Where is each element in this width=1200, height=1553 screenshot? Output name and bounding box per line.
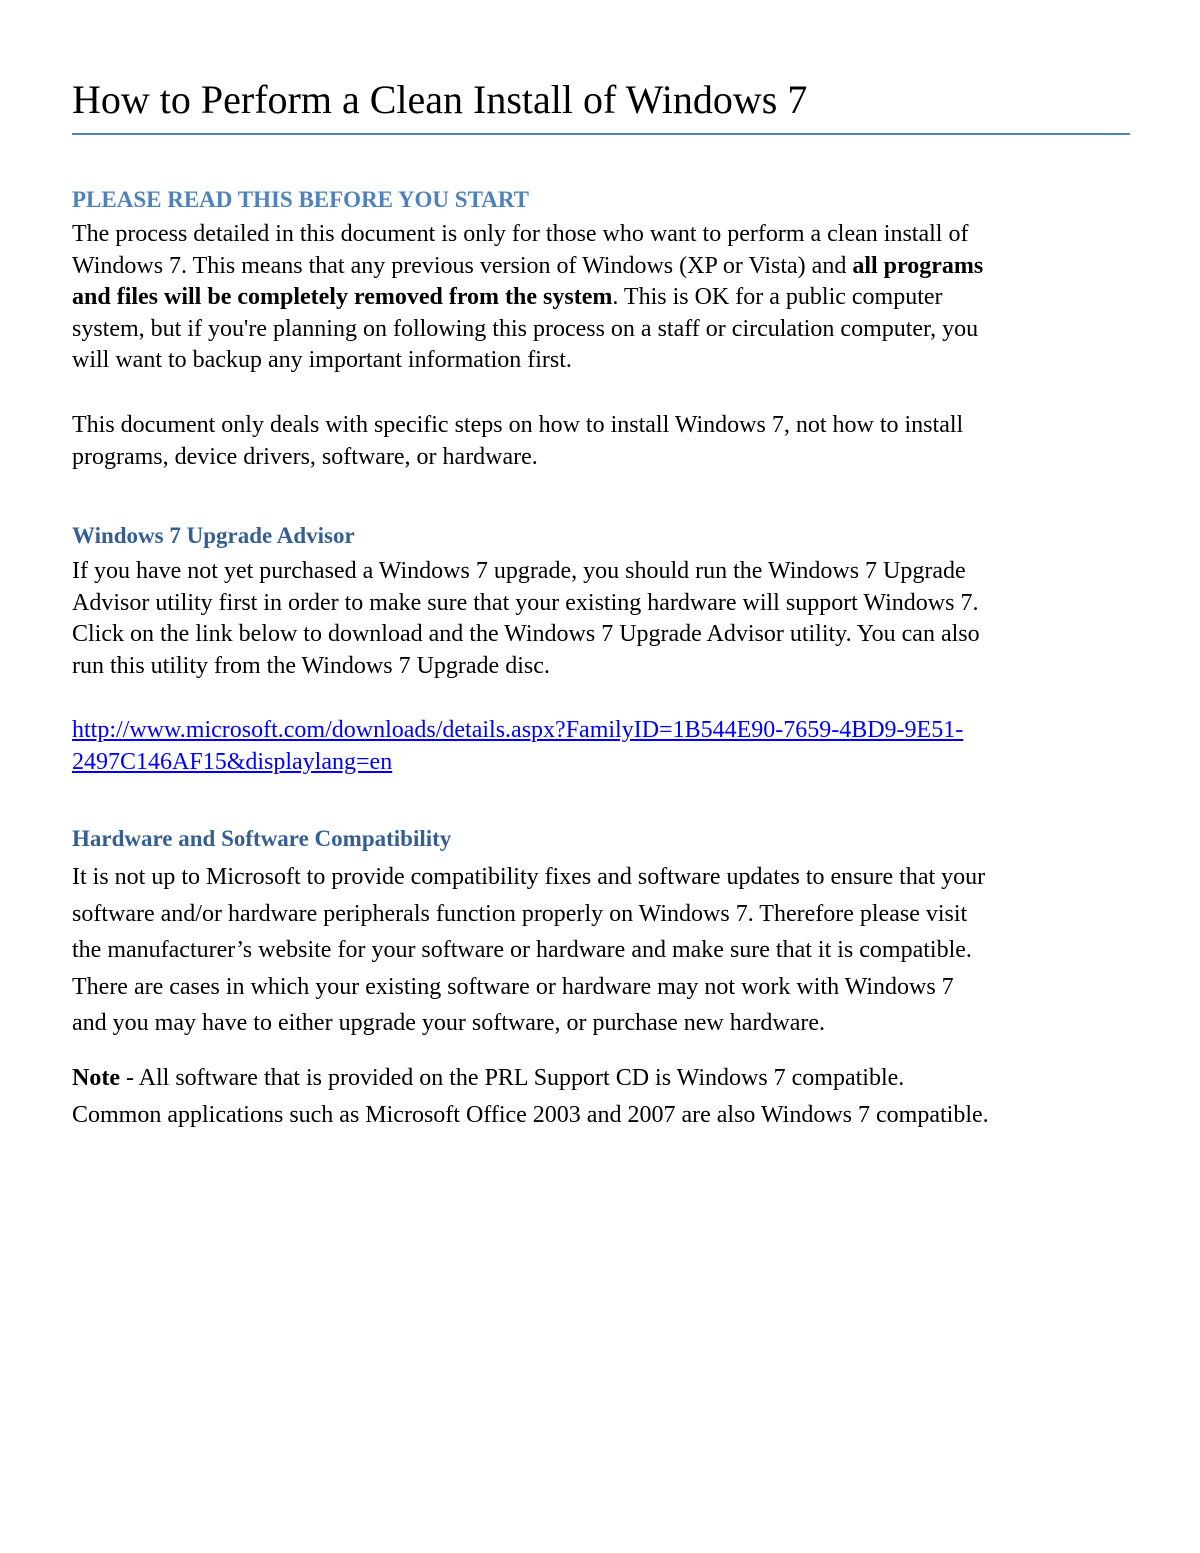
intro-heading: PLEASE READ THIS BEFORE YOU START [72,187,529,212]
intro-p1-line-3 [72,282,1132,314]
upgrade-advisor-link-block [72,715,1132,778]
intro-p1-line-1: The process detailed in this document is only for those who want to perform a clean install of [72,221,969,247]
intro-p1-line-5: will want to backup any important information first. [72,347,572,373]
note-line-1 [72,1060,1132,1097]
upgrade-advisor-paragraph [72,556,1132,682]
note-paragraph [72,1060,1132,1133]
upgrade-advisor-link-line-2[interactable]: 2497C146AF15&displaylang=en [72,748,393,775]
upgrade-advisor-link-line-1[interactable]: http://www.microsoft.com/downloads/details.aspx?FamilyID=1B544E90-7659-4BD9-9E51- [72,717,964,743]
note-line-2: Common applications such as Microsoft Office 2003 and 2007 are also Windows 7 compatible. [72,1101,989,1128]
page-title: How to Perform a Clean Install of Windows 7 [72,77,808,122]
advisor-line-1: If you have not yet purchased a Windows 7 upgrade, you should run the Windows 7 Upgrade [72,558,966,584]
compatibility-paragraph [72,859,1132,1042]
scope-paragraph [72,410,1132,473]
advisor-line-3: Click on the link below to download and the Windows 7 Upgrade Advisor utility. You can also [72,621,980,647]
title-divider [72,133,1130,135]
note-line-1-text: - All software that is provided on the PRL Support CD is Windows 7 compatible. [119,1065,905,1091]
advisor-line-4: run this utility from the Windows 7 Upgrade disc. [72,652,550,679]
intro-p1-line-3-text: . This is OK for a public computer [612,284,943,310]
intro-p1-line-4: system, but if you're planning on following this process on a staff or circulation computer, you [72,315,979,342]
upgrade-advisor-heading: Windows 7 Upgrade Advisor [72,523,355,548]
intro-p1-line-3-bold: and files will be completely removed from the system [72,284,613,310]
intro-paragraph [72,219,1132,377]
compat-line-3: the manufacturer’s website for your software or hardware and make sure that it is compatible. [72,937,972,963]
intro-p2-line-2: programs, device drivers, software, or hardware. [72,443,538,470]
compat-line-5: and you may have to either upgrade your software, or purchase new hardware. [72,1010,826,1036]
compat-line-4: There are cases in which your existing software or hardware may not work with Windows 7 [72,973,954,1000]
compat-line-1: It is not up to Microsoft to provide compatibility fixes and software updates to ensure that your [72,864,986,890]
advisor-line-2: Advisor utility first in order to make sure that your existing hardware will support Windows 7. [72,589,979,616]
note-label: Note [72,1065,120,1091]
intro-p1-line-2-bold: all programs [852,252,984,279]
intro-p1-line-2-text: Windows 7. This means that any previous version of Windows (XP or Vista) and [72,252,853,279]
intro-p1-line-2 [72,251,1132,283]
intro-p2-line-1: This document only deals with specific steps on how to install Windows 7, not how to install [72,412,964,438]
compatibility-heading: Hardware and Software Compatibility [72,826,452,851]
compat-line-2: software and/or hardware peripherals function properly on Windows 7. Therefore please visit [72,900,968,927]
